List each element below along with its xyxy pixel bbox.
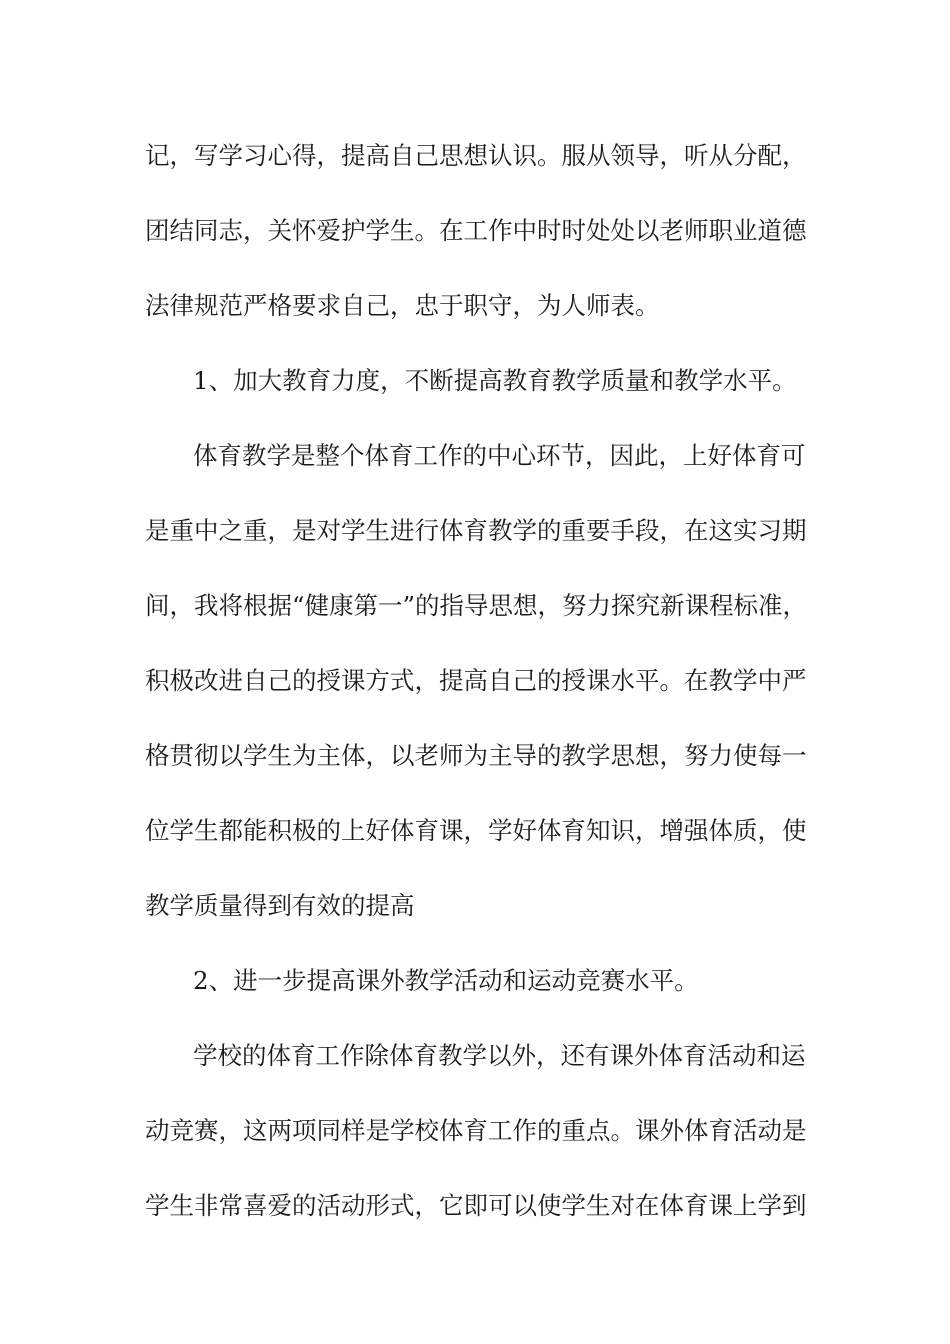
text-line: 记，写学习心得，提高自己思想认识。服从领导，听从分配， — [145, 141, 807, 170]
section-heading: 1、加大教育力度，不断提高教育教学质量和教学水平。 — [193, 366, 797, 395]
document-body — [145, 132, 815, 1257]
text-line: 积极改进自己的授课方式，提高自己的授课水平。在教学中严 — [145, 666, 807, 695]
text-line: 位学生都能积极的上好体育课，学好体育知识，增强体质，使 — [145, 816, 807, 845]
text-line: 动竞赛，这两项同样是学校体育工作的重点。课外体育活动是 — [145, 1116, 807, 1145]
text-line: 法律规范严格要求自己，忠于职守，为人师表。 — [145, 291, 660, 320]
paragraph-start-line: 学校的体育工作除体育教学以外，还有课外体育活动和运 — [193, 1041, 806, 1070]
text-line: 团结同志，关怀爱护学生。在工作中时时处处以老师职业道德 — [145, 216, 807, 245]
text-line: 间，我将根据“健康第一”的指导思想，努力探究新课程标准， — [145, 591, 808, 620]
paragraph-start-line: 体育教学是整个体育工作的中心环节，因此，上好体育可 — [193, 441, 806, 470]
text-line: 教学质量得到有效的提高 — [145, 891, 415, 920]
text-line: 学生非常喜爱的活动形式，它即可以使学生对在体育课上学到 — [145, 1191, 807, 1220]
text-line: 格贯彻以学生为主体，以老师为主导的教学思想，努力使每一 — [145, 741, 807, 770]
section-heading: 2、进一步提高课外教学活动和运动竞赛水平。 — [193, 966, 699, 995]
text-line: 是重中之重，是对学生进行体育教学的重要手段，在这实习期 — [145, 516, 807, 545]
